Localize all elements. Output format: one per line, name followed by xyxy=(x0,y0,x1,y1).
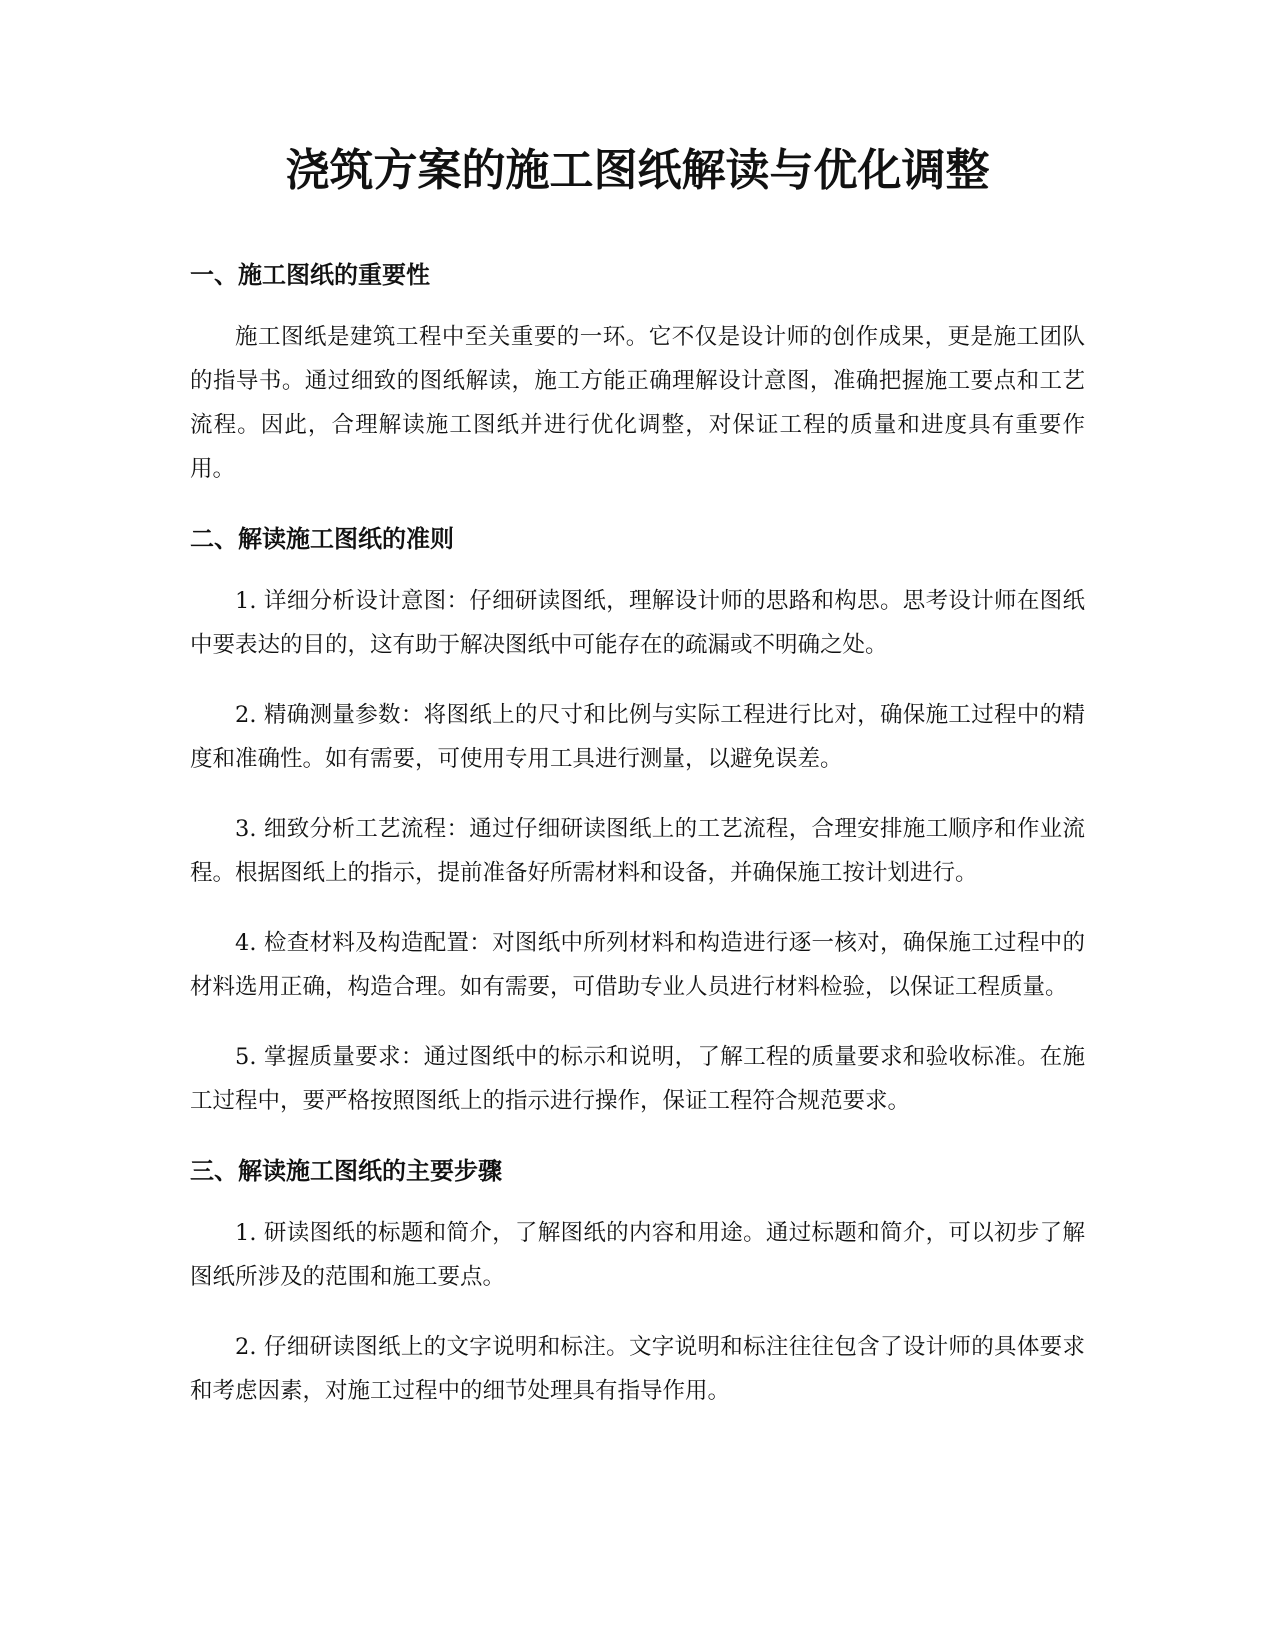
section-importance xyxy=(190,257,1085,491)
document-title: 浇筑方案的施工图纸解读与优化调整 xyxy=(285,145,990,196)
section-heading: 三、解读施工图纸的主要步骤 xyxy=(190,1157,502,1185)
list-item-paragraph: 3. 细致分析工艺流程：通过仔细研读图纸上的工艺流程，合理安排施工顺序和作业流程。根据图纸上的指示，提前准备好所需材料和设备，并确保施工按计划进行。 xyxy=(190,816,1085,886)
list-item-paragraph: 1. 详细分析设计意图：仔细研读图纸，理解设计师的思路和构思。思考设计师在图纸中要表达的目的，这有助于解决图纸中可能存在的疏漏或不明确之处。 xyxy=(190,588,1085,658)
section-heading: 一、施工图纸的重要性 xyxy=(190,261,430,289)
section-steps xyxy=(190,1153,1085,1413)
list-item-paragraph: 1. 研读图纸的标题和简介，了解图纸的内容和用途。通过标题和简介，可以初步了解图纸所涉及的范围和施工要点。 xyxy=(190,1220,1085,1290)
list-item-paragraph: 5. 掌握质量要求：通过图纸中的标示和说明，了解工程的质量要求和验收标准。在施工过程中，要严格按照图纸上的指示进行操作，保证工程符合规范要求。 xyxy=(190,1044,1085,1114)
section-heading: 二、解读施工图纸的准则 xyxy=(190,525,454,553)
section-principles xyxy=(190,521,1085,1123)
paragraph: 施工图纸是建筑工程中至关重要的一环。它不仅是设计师的创作成果，更是施工团队的指导书。通过细致的图纸解读，施工方能正确理解设计意图，准确把握施工要点和工艺流程。因此，合理解读施工图纸并进行优化调整，对保证工程的质量和进度具有重要作用。 xyxy=(190,324,1085,482)
list-item-paragraph: 2. 精确测量参数：将图纸上的尺寸和比例与实际工程进行比对，确保施工过程中的精度和准确性。如有需要，可使用专用工具进行测量，以避免误差。 xyxy=(190,702,1085,772)
list-item-paragraph: 2. 仔细研读图纸上的文字说明和标注。文字说明和标注往往包含了设计师的具体要求和考虑因素，对施工过程中的细节处理具有指导作用。 xyxy=(190,1334,1085,1404)
list-item-paragraph: 4. 检查材料及构造配置：对图纸中所列材料和构造进行逐一核对，确保施工过程中的材料选用正确，构造合理。如有需要，可借助专业人员进行材料检验，以保证工程质量。 xyxy=(190,930,1085,1000)
